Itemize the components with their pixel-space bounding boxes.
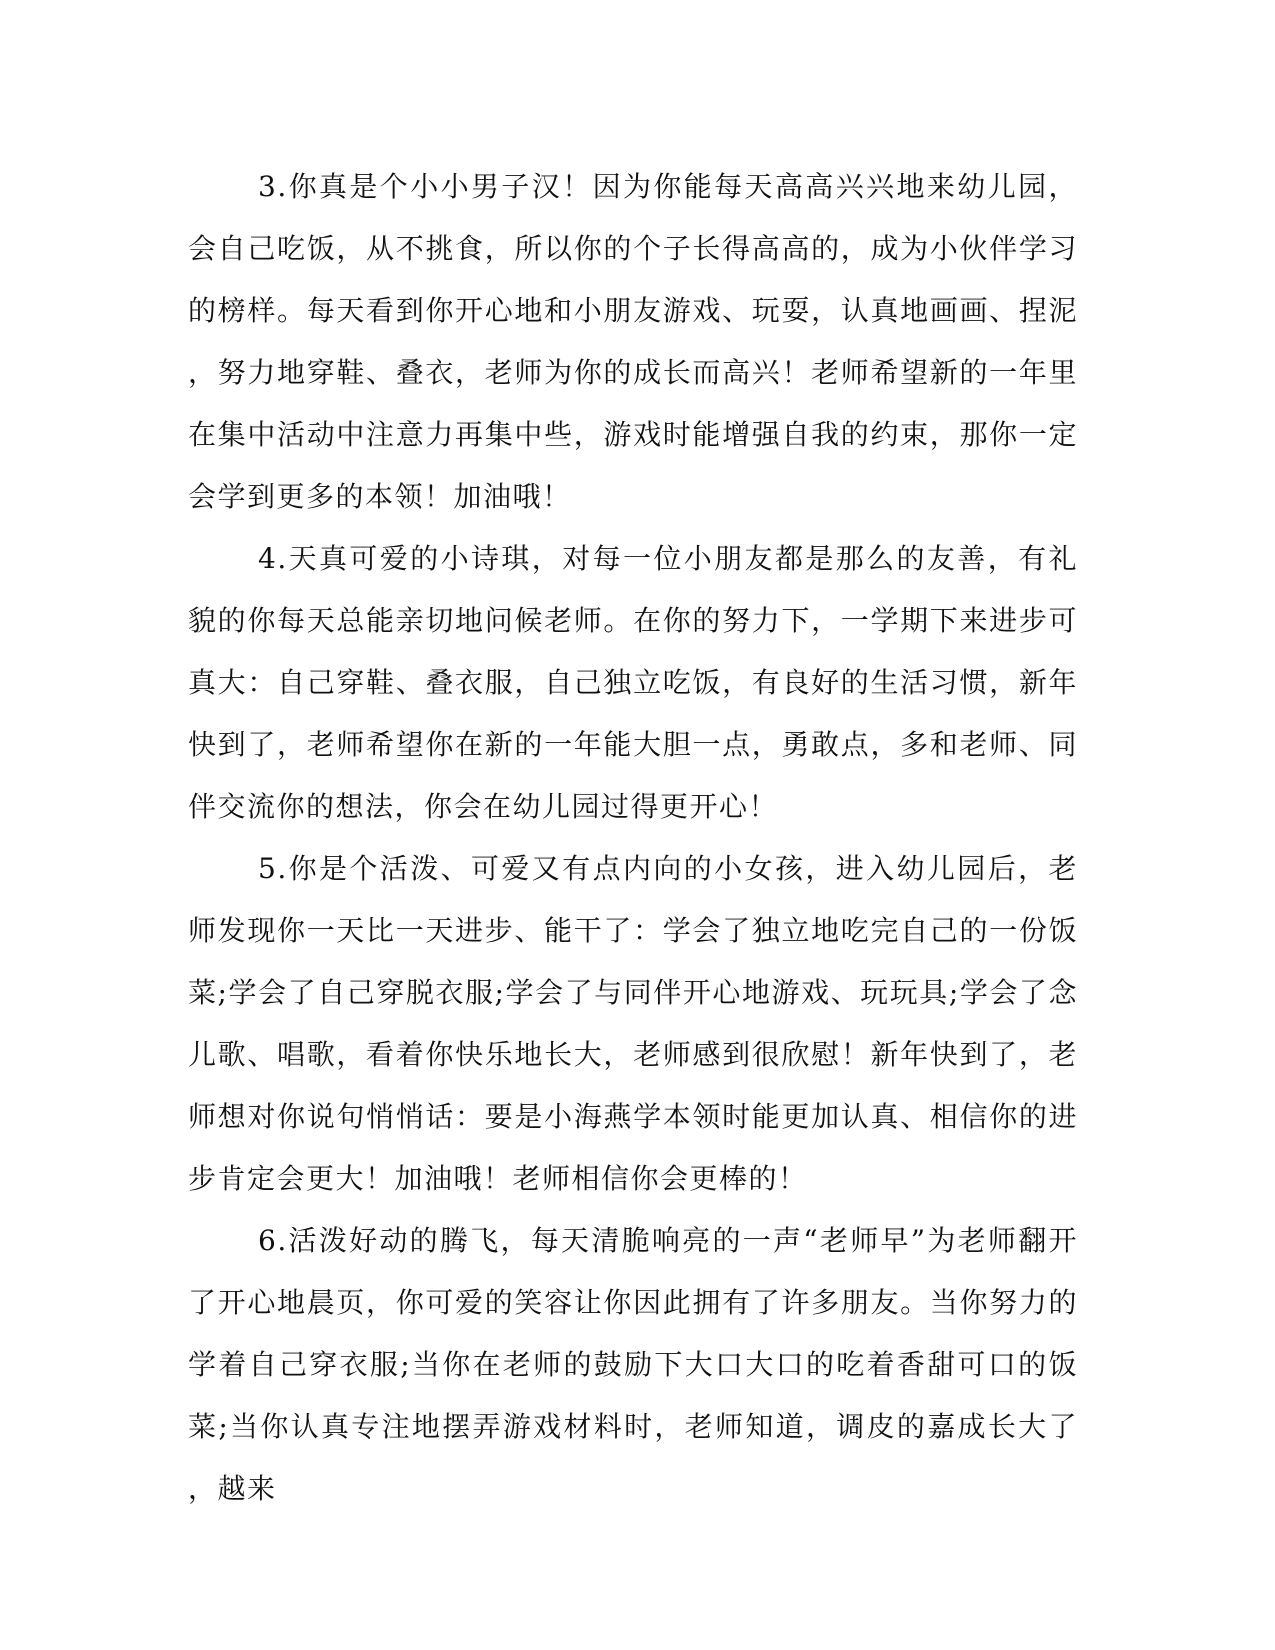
paragraph-4: 4.天真可爱的小诗琪，对每一位小朋友都是那么的友善，有礼貌的你每天总能亲切地问候老师。在你的努力下，一学期下来进步可真大：自己穿鞋、叠衣服，自己独立吃饭，有良好的生活习惯，新年快到了，老师希望你在新的一年能大胆一点，勇敢点，多和老师、同伴交流你的想法，你会在幼儿园过得更开心！ — [188, 542, 1078, 823]
paragraph-5: 5.你是个活泼、可爱又有点内向的小女孩，进入幼儿园后，老师发现你一天比一天进步、能干了：学会了独立地吃完自己的一份饭菜;学会了自己穿脱衣服;学会了与同伴开心地游戏、玩玩具;学会了念儿歌、唱歌，看着你快乐地长大，老师感到很欣慰！新年快到了，老师想对你说句悄悄话：要是小海燕学本领时能更加认真、相信你的进步肯定会更大！加油哦！老师相信你会更棒的！ — [188, 852, 1078, 1195]
paragraph-6: 6.活泼好动的腾飞，每天清脆响亮的一声“老师早”为老师翻开了开心地晨页，你可爱的笑容让你因此拥有了许多朋友。当你努力的学着自己穿衣服;当你在老师的鼓励下大口大口的吃着香甜可口的饭菜;当你认真专注地摆弄游戏材料时，老师知道，调皮的嘉成长大了，越来 — [188, 1224, 1078, 1505]
document-body — [188, 156, 1078, 1520]
paragraph-3: 3.你真是个小小男子汉！因为你能每天高高兴兴地来幼儿园，会自己吃饭，从不挑食，所以你的个子长得高高的，成为小伙伴学习的榜样。每天看到你开心地和小朋友游戏、玩耍，认真地画画、捏泥，努力地穿鞋、叠衣，老师为你的成长而高兴！老师希望新的一年里在集中活动中注意力再集中些，游戏时能增强自我的约束，那你一定会学到更多的本领！加油哦！ — [188, 170, 1078, 513]
